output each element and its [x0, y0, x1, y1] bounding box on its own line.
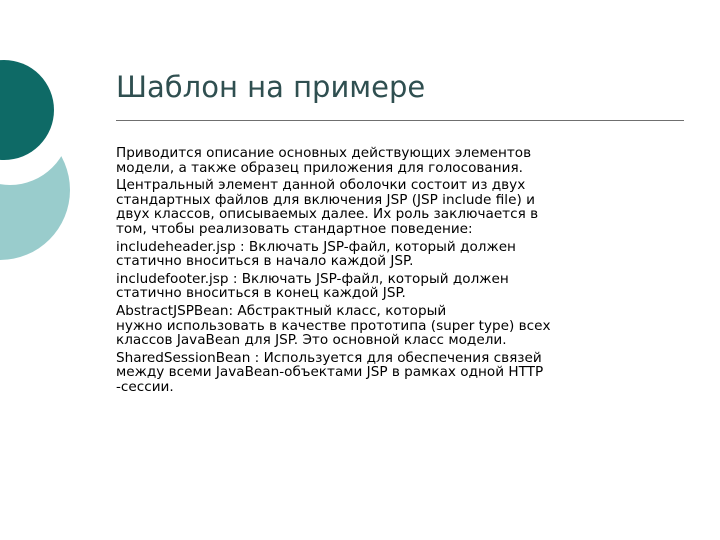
paragraph-6-line-2: между всеми JavaBean-объектами JSP в рамках одной HTTP — [116, 364, 544, 381]
paragraph-1-line-2: модели, а также образец приложения для голосования. — [116, 159, 523, 176]
paragraph-2 — [116, 178, 696, 236]
decorative-circles — [0, 0, 120, 300]
title-divider — [116, 120, 684, 121]
paragraph-3 — [116, 240, 696, 269]
paragraph-3-line-2: статично вноситься в начало каждой JSP. — [116, 253, 414, 270]
paragraph-2-line-3: двух классов, описываемых далее. Их роль заключается в — [116, 206, 539, 223]
paragraph-6-line-1: SharedSessionBean : Используется для обеспечения связей — [116, 349, 542, 366]
paragraph-5-line-3: классов JavaBean для JSP. Это основной класс модели. — [116, 332, 507, 349]
paragraph-6 — [116, 351, 696, 395]
paragraph-1 — [116, 146, 696, 175]
paragraph-4 — [116, 272, 696, 301]
paragraph-1-line-1: Приводится описание основных действующих элементов — [116, 145, 532, 161]
paragraph-2-line-2: стандартных файлов для включения JSP (JSP include file) и — [116, 191, 535, 208]
slide-title: Шаблон на примере — [116, 70, 426, 104]
paragraph-5 — [116, 304, 696, 348]
paragraph-4-line-1: includefooter.jsp : Включать JSP-файл, который должен — [116, 270, 509, 287]
paragraph-5-line-1: AbstractJSPBean: Абстрактный класс, который — [116, 302, 447, 319]
slide-body — [116, 146, 696, 398]
paragraph-2-line-4: том, чтобы реализовать стандартное поведение: — [116, 220, 473, 237]
paragraph-6-line-3: -сессии. — [116, 378, 174, 395]
paragraph-2-line-1: Центральный элемент данной оболочки состоит из двух — [116, 177, 526, 194]
paragraph-5-line-2: нужно использовать в качестве прототипа (super type) всех — [116, 317, 551, 334]
decorative-circles-graphic — [0, 0, 120, 300]
paragraph-4-line-2: статично вноситься в конец каждой JSP. — [116, 285, 406, 302]
paragraph-3-line-1: includeheader.jsp : Включать JSP-файл, который должен — [116, 238, 516, 255]
